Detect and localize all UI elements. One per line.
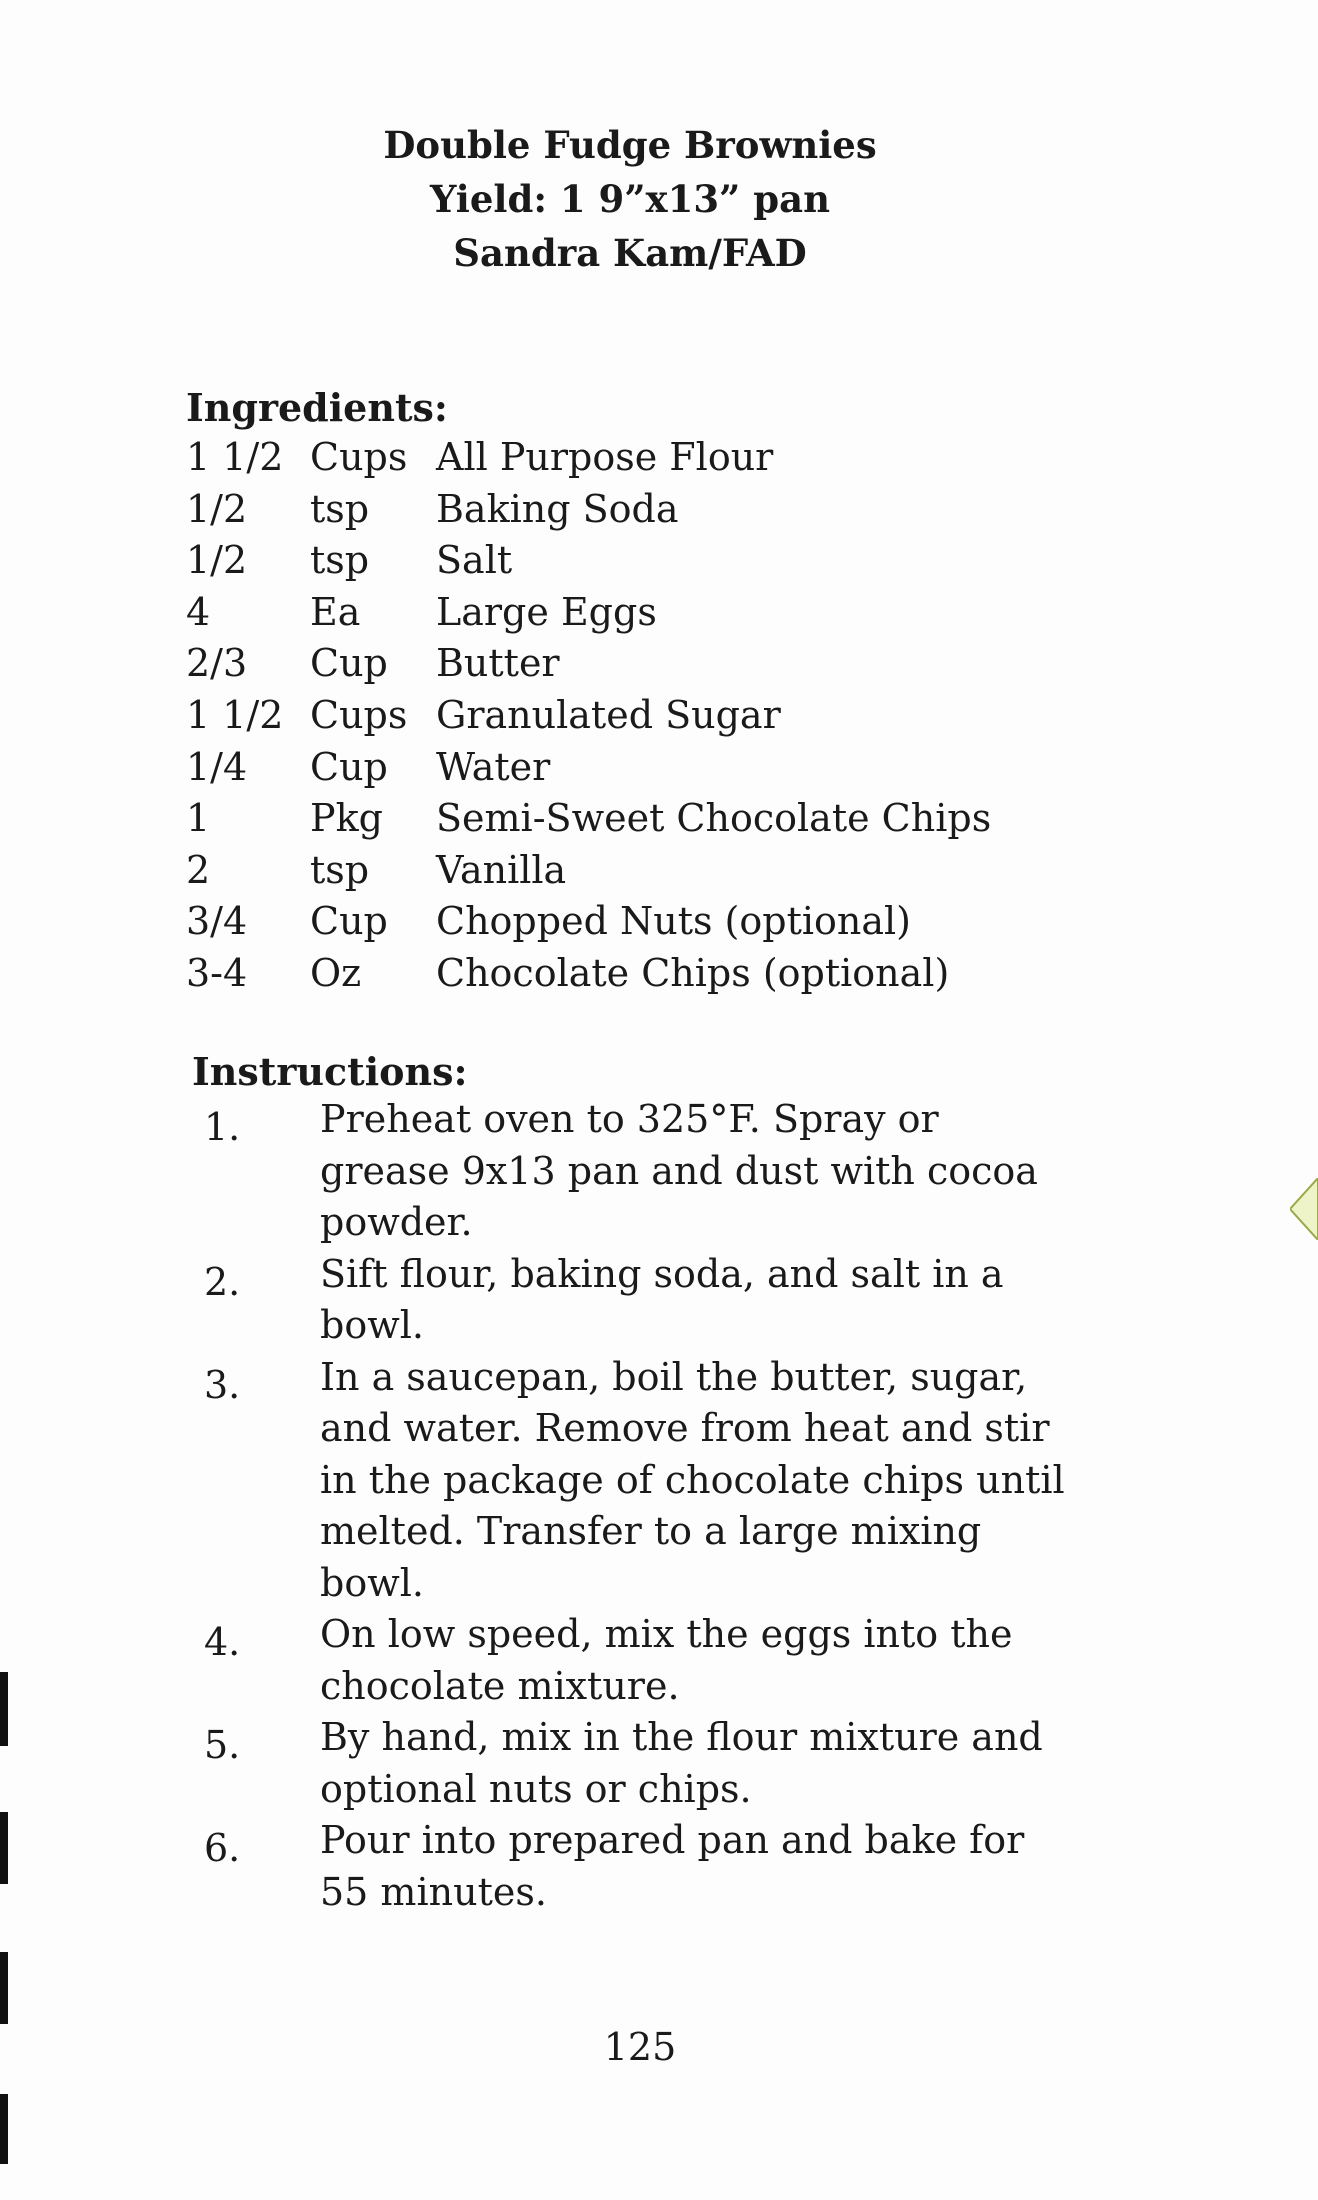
recipe-title-block [0, 118, 1260, 280]
instruction-step [204, 1249, 1084, 1352]
recipe-author: Sandra Kam/FAD [453, 231, 807, 275]
instruction-step [204, 1094, 1084, 1249]
step-text: Sift flour, baking soda, and salt in a bowl. [320, 1251, 1004, 1347]
page-number: 125 [603, 2025, 677, 2069]
ingredients-heading: Ingredients: [186, 385, 448, 430]
ingredient-row [186, 432, 1086, 484]
ingredient-name: All Purpose Flour [436, 435, 774, 479]
recipe-title: Double Fudge Brownies [383, 123, 877, 167]
instruction-step [204, 1712, 1084, 1815]
ingredient-name: Butter [436, 641, 560, 686]
binding-mark [0, 1672, 8, 1746]
recipe-yield: Yield: 1 9”x13” pan [430, 177, 830, 221]
ingredient-name: Vanilla [436, 847, 567, 892]
step-number: 6. [204, 1826, 241, 1870]
ingredient-row [186, 896, 1086, 948]
ingredients-list [186, 432, 1086, 1000]
ingredient-name: Chocolate Chips (optional) [436, 950, 950, 995]
ingredient-quantity: 3/4 [186, 899, 248, 944]
step-text: Preheat oven to 325°F. Spray or grease 9x13 pan and dust with cocoa powder. [320, 1097, 1038, 1244]
ingredient-unit: tsp [310, 486, 370, 531]
ingredient-row [186, 793, 1086, 845]
step-text: On low speed, mix the eggs into the chocolate mixture. [320, 1612, 1013, 1708]
ingredient-name: Baking Soda [436, 486, 679, 531]
ingredient-row [186, 742, 1086, 794]
instruction-step [204, 1609, 1084, 1712]
instructions-list [204, 1094, 1084, 1918]
ingredient-unit: tsp [310, 847, 370, 892]
step-number: 2. [204, 1259, 241, 1304]
ingredient-quantity: 1/2 [186, 538, 248, 583]
ingredient-quantity: 1 [186, 796, 211, 841]
ingredient-name: Semi-Sweet Chocolate Chips [436, 796, 992, 841]
instructions-heading: Instructions: [192, 1049, 468, 1094]
ingredient-row [186, 484, 1086, 536]
ingredient-quantity: 2 [186, 847, 211, 892]
ingredient-quantity: 2/3 [186, 641, 248, 686]
binding-mark [0, 1812, 8, 1884]
ingredient-quantity: 1/4 [186, 744, 248, 789]
ingredient-unit: tsp [310, 538, 370, 583]
ingredient-row [186, 948, 1086, 1000]
instruction-step [204, 1352, 1084, 1610]
step-text: Pour into prepared pan and bake for 55 minutes. [320, 1818, 1025, 1914]
ingredient-unit: Cups [310, 692, 408, 737]
step-text: By hand, mix in the flour mixture and optional nuts or chips. [320, 1715, 1043, 1811]
binding-mark [0, 2094, 8, 2164]
ingredient-row [186, 535, 1086, 587]
ingredient-name: Water [436, 744, 551, 789]
ingredient-name: Chopped Nuts (optional) [436, 899, 911, 944]
ingredient-unit: Ea [310, 589, 361, 634]
ingredient-unit: Cup [310, 744, 388, 789]
ingredient-unit: Cup [310, 641, 388, 686]
step-number: 3. [204, 1362, 241, 1407]
step-text: In a saucepan, boil the butter, sugar, and water. Remove from heat and stir in the package of chocolate chips until melted. Transfer to a large mixing bowl. [320, 1354, 1065, 1605]
ingredient-quantity: 1 1/2 [186, 435, 284, 479]
ingredient-unit: Pkg [310, 796, 383, 841]
ingredient-row [186, 845, 1086, 897]
instruction-step [204, 1815, 1084, 1918]
step-number: 4. [204, 1620, 241, 1664]
ingredient-row [186, 587, 1086, 639]
ingredient-name: Granulated Sugar [436, 692, 781, 737]
ingredient-unit: Oz [310, 950, 362, 995]
ingredient-quantity: 1 1/2 [186, 692, 284, 737]
page-tab-icon [1290, 1178, 1318, 1240]
step-number: 1. [204, 1105, 241, 1149]
ingredient-quantity: 4 [186, 589, 211, 634]
ingredient-unit: Cup [310, 899, 388, 944]
step-number: 5. [204, 1723, 241, 1767]
ingredient-name: Large Eggs [436, 589, 657, 634]
binding-mark [0, 1952, 8, 2024]
ingredient-name: Salt [436, 538, 513, 583]
ingredient-unit: Cups [310, 435, 408, 479]
ingredient-quantity: 1/2 [186, 486, 248, 531]
ingredient-row [186, 690, 1086, 742]
ingredient-row [186, 638, 1086, 690]
ingredient-quantity: 3-4 [186, 950, 248, 995]
